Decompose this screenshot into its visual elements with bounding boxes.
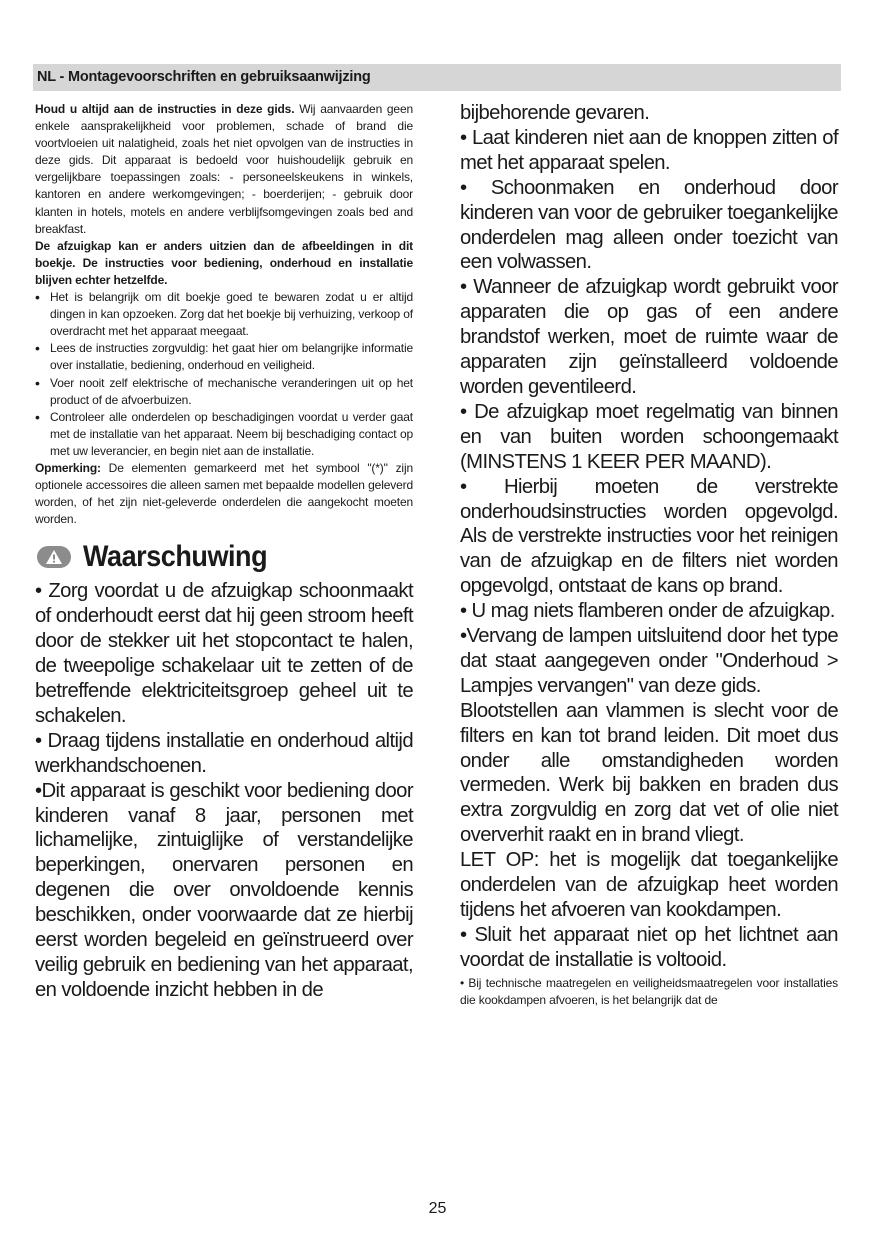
right-column [460,101,838,1010]
notice-bold: De afzuigkap kan er anders uitzien dan de afbeeldingen in dit boekje. De instructies voor bediening, onderhoud en installatie blijven echter hetzelfde. [35,238,413,287]
right-paragraph: • Schoonmaken en onderhoud door kinderen van voor de gebruiker toegankelijke onderdelen mag alleen onder toezicht van een volwassen. [460,176,838,274]
bullet-item: • Het is belangrijk om dit boekje goed te bewaren zodat u er altijd dingen in kan opzoeken. Zorg dat het boekje bij verhuizing, verkoop of overdracht met het apparaat meegaat. [35,289,413,340]
right-paragraph: LET OP: het is mogelijk dat toegankelijke onderdelen van de afzuigkap heet worden tijdens het afvoeren van kookdampen. [460,849,838,921]
left-column [35,101,413,1003]
warning-paragraph: •Dit apparaat is geschikt voor bediening door kinderen vanaf 8 jaar, personen met lichamelijke, zintuiglijke of verstandelijke beperkingen, onervaren personen en degenen die over onvoldoende kennis beschikken, onder voorwaarde dat ze hierbij eerst worden begeleid en geïnstrueerd over veilig gebruik en bediening van het apparaat, en voldoende inzicht hebben in de [35,779,413,1001]
right-paragraph: • Laat kinderen niet aan de knoppen zitten of met het apparaat spelen. [460,126,838,174]
right-paragraph: • De afzuigkap moet regelmatig van binnen en van buiten worden schoongemaakt (MINSTENS 1 KEER PER MAAND). [460,400,838,473]
bullet-item: • Lees de instructies zorgvuldig: het gaat hier om belangrijke informatie over installatie, bediening, onderhoud en veiligheid. [35,340,413,374]
remark-bold: Opmerking: [35,460,101,475]
header-title: NL - Montagevoorschriften en gebruiksaanwijzing [37,69,371,85]
page-number: 25 [428,1200,447,1217]
intro-paragraph [35,101,413,238]
right-small-tail: • Bij technische maatregelen en veiligheidsmaatregelen voor installaties die kookdampen afvoeren, is het belangrijk dat de [460,975,838,1008]
right-paragraph: Blootstellen aan vlammen is slecht voor de filters en kan tot brand leiden. Dit moet dus onder alle omstandigheden worden vermeden. Werk bij bakken en braden dus extra zorgvuldig en zorg dat vet of olie niet oververhit raakt en in brand vliegt. [460,699,838,847]
right-paragraph: bijbehorende gevaren. [460,102,650,124]
right-paragraph: • Hierbij moeten de verstrekte onderhoudsinstructies worden opgevolgd. Als de verstrekte instructies voor het reinigen van de afzuigkap en de filters niet worden opgevolgd, ontstaat de kans op brand. [460,475,838,598]
page-header [33,64,841,91]
right-paragraph: • U mag niets flamberen onder de afzuigkap. [460,600,835,623]
warning-icon [37,546,71,568]
warning-heading [35,537,413,577]
warning-title: Waarschuwing [83,540,268,574]
warning-paragraph: • Draag tijdens installatie en onderhoud altijd werkhandschoenen. [35,729,413,777]
warning-paragraph: • Zorg voordat u de afzuigkap schoonmaakt of onderhoudt eerst dat hij geen stroom heeft door de stekker uit het stopcontact te halen, de tweepolige schakelaar uit te zetten of de betreffende elektriciteitsgroep geheel uit te schakelen. [35,580,413,727]
bullet-item: • Voer nooit zelf elektrische of mechanische veranderingen uit op het product of de afvoerbuizen. [35,375,413,409]
remark-paragraph [35,460,413,528]
intro-text: Wij aanvaarden geen enkele aansprakelijkheid voor problemen, schade of brand die voortvloeien uit nalatigheid, zoals het niet opvolgen van de instructies in deze gids. Dit apparaat is bedoeld voor huishoudelijk gebruik en vergelijkbare toepassingen zoals: - personeelskeukens in winkels, kantoren en andere werkomgevingen; - boerderijen; - gebruik door klanten in hotels, motels en andere verblijfsomgevingen zoals bed and breakfast. [35,102,413,236]
intro-bold: Houd u altijd aan de instructies in deze gids. [35,102,295,116]
remark-text: De elementen gemarkeerd met het symbool "(*)" zijn optionele accessoires die alleen samen met bepaalde modellen geleverd worden, of het zijn niet-geleverde onderdelen die aangekocht moeten worden. [35,460,413,527]
right-paragraph: • Sluit het apparaat niet op het lichtnet aan voordat de installatie is voltooid. [460,923,838,971]
notice-paragraph [35,238,413,289]
right-paragraph: •Vervang de lampen uitsluitend door het type dat staat aangegeven onder "Onderhoud > Lampjes vervangen" van deze gids. [460,625,838,697]
right-paragraph: • Wanneer de afzuigkap wordt gebruikt voor apparaten die op gas of een andere brandstof werken, moet de ruimte waar de apparaten zijn geïnstalleerd voldoende worden geventileerd. [460,276,838,398]
instruction-bullets [35,289,413,460]
bullet-item: • Controleer alle onderdelen op beschadigingen voordat u verder gaat met de installatie van het apparaat. Neem bij beschadiging contact op met uw leverancier, en begin niet aan de installatie. [35,409,413,460]
